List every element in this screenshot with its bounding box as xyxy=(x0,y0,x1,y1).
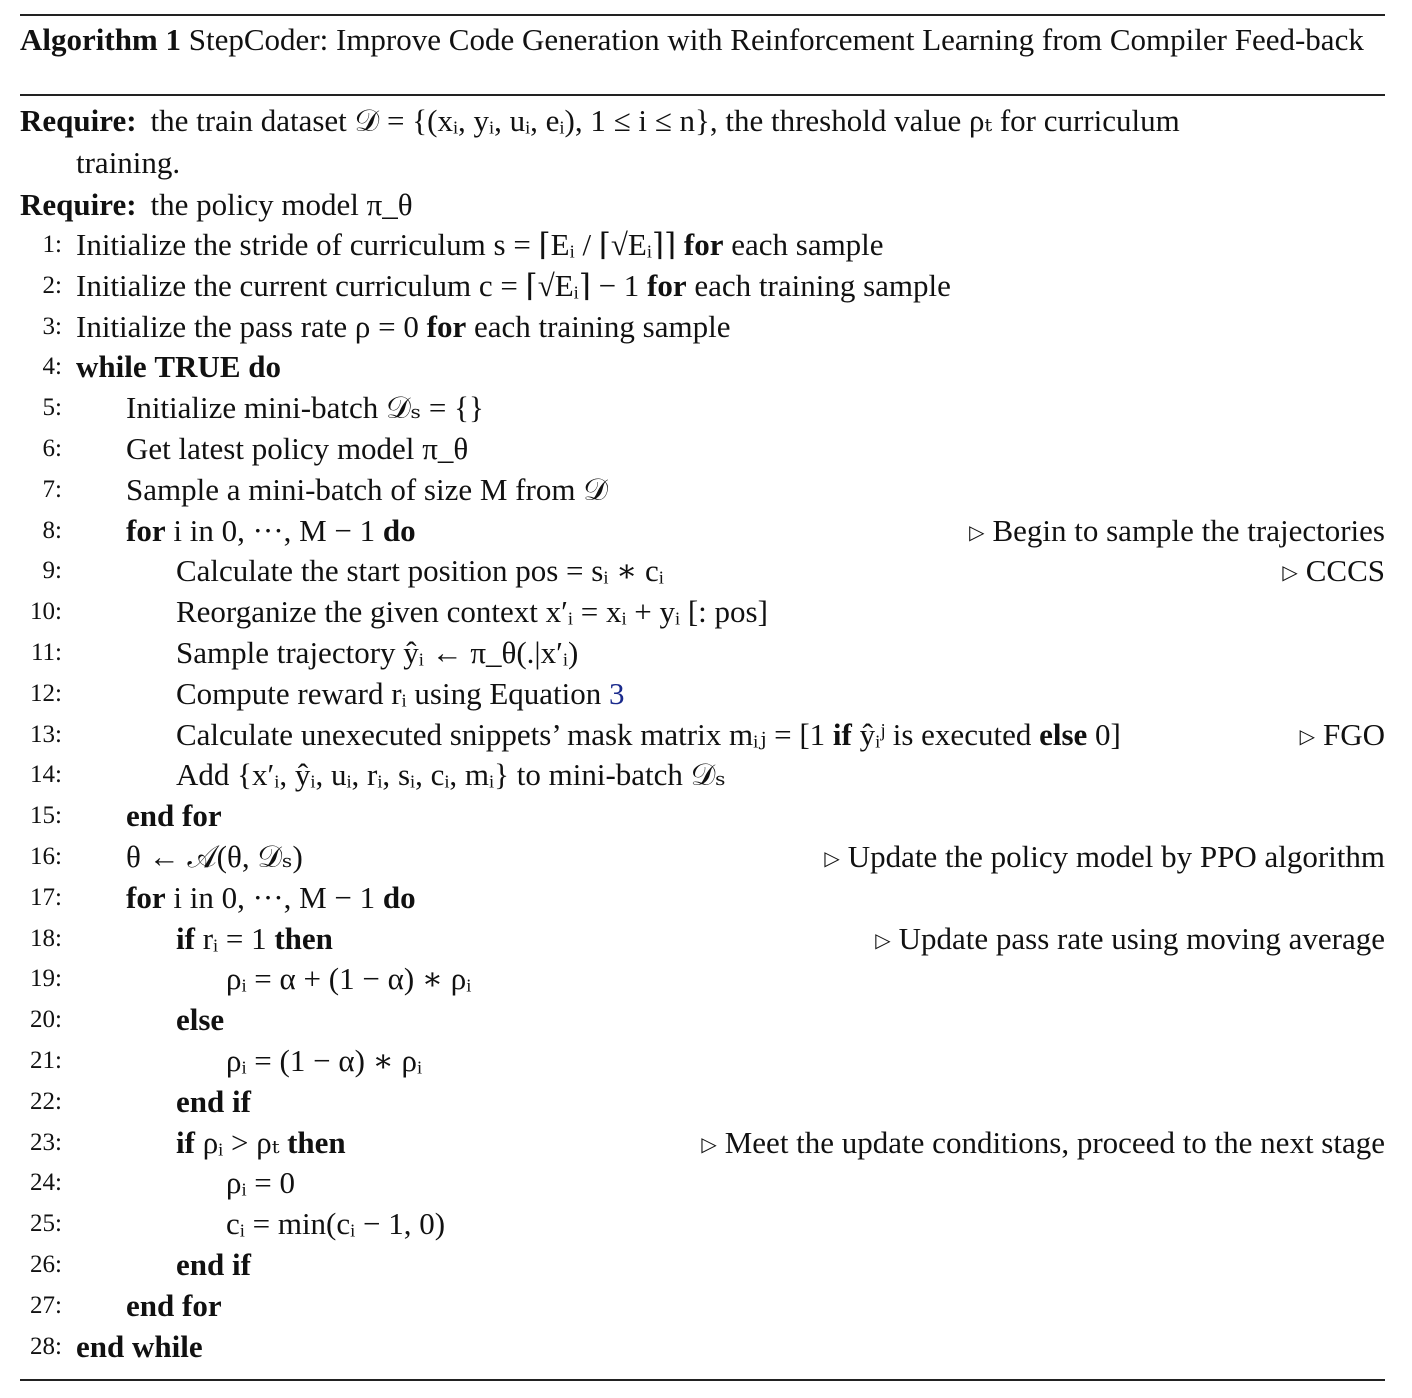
line-code xyxy=(176,632,578,673)
algorithm-line xyxy=(20,346,1385,387)
comment-triangle-icon: ▷ xyxy=(701,1133,717,1156)
algorithm-line xyxy=(20,1122,1385,1163)
line-number: 11: xyxy=(30,639,62,666)
line-code xyxy=(176,550,664,591)
comment-triangle-icon: ▷ xyxy=(1299,725,1315,748)
line-number: 5: xyxy=(42,394,62,422)
line-text: ρᵢ = (1 − α) ∗ ρᵢ xyxy=(226,1043,423,1078)
line-number: 23: xyxy=(30,1128,62,1156)
line-text: Add {x′ᵢ, ŷᵢ, uᵢ, rᵢ, sᵢ, cᵢ, mᵢ} to mini-batch 𝒟ₛ xyxy=(176,757,726,793)
line-code xyxy=(126,510,416,551)
line-number: 17: xyxy=(30,883,62,911)
line-code xyxy=(176,999,224,1040)
line-number: 3: xyxy=(42,312,62,340)
line-text: end while xyxy=(76,1328,203,1364)
algorithm-line xyxy=(20,1040,1385,1081)
line-code xyxy=(126,877,416,918)
line-code xyxy=(126,1285,222,1326)
require-text: the train dataset 𝒟 = {(xᵢ, yᵢ, uᵢ, eᵢ), 1 ≤ i ≤ n}, the threshold value ρₜ for curriculum xyxy=(150,103,1180,138)
line-number: 22: xyxy=(30,1087,62,1115)
comment-text: Update the policy model by PPO algorithm xyxy=(847,839,1385,874)
algorithm-line xyxy=(20,550,1385,591)
line-code xyxy=(76,306,730,347)
comment-triangle-icon: ▷ xyxy=(969,521,985,544)
line-code xyxy=(176,591,768,632)
algorithm-label: Algorithm 1 xyxy=(20,22,182,57)
line-code xyxy=(126,387,484,428)
line-code xyxy=(226,958,471,999)
algorithm-line xyxy=(20,469,1385,510)
algorithm-line xyxy=(20,999,1385,1040)
line-comment xyxy=(1300,714,1385,760)
line-number: 13: xyxy=(30,720,62,748)
comment-text: Meet the update conditions, proceed to the next stage xyxy=(724,1124,1385,1160)
algorithm-line xyxy=(20,510,1385,551)
line-text: for i in 0, ···, M − 1 do xyxy=(126,512,416,548)
line-code xyxy=(126,469,608,510)
comment-triangle-icon: ▷ xyxy=(824,848,840,870)
algorithm-line xyxy=(20,265,1385,306)
algorithm-line xyxy=(20,224,1385,265)
algorithm-line xyxy=(20,1203,1385,1244)
line-text: Initialize the current curriculum c = ⌈√Eᵢ⌉ − 1 for each training sample xyxy=(76,267,951,303)
caption-rule xyxy=(20,94,1385,96)
algorithm-line xyxy=(20,306,1385,347)
comment-text: FGO xyxy=(1322,716,1385,752)
line-code xyxy=(176,1122,346,1163)
algorithm-line xyxy=(20,795,1385,836)
line-number: 16: xyxy=(30,843,62,870)
line-text: if ρᵢ > ρₜ then xyxy=(176,1124,346,1160)
line-comment xyxy=(875,918,1385,964)
algorithm-line xyxy=(20,1081,1385,1122)
require-keyword: Require: xyxy=(20,187,137,222)
line-text: Compute reward rᵢ using Equation xyxy=(176,675,602,711)
line-number: 8: xyxy=(42,516,62,544)
line-text: end for xyxy=(126,798,222,834)
require-dataset xyxy=(20,100,1385,184)
line-number: 1: xyxy=(42,231,62,258)
algorithm-caption xyxy=(20,20,1385,60)
line-code xyxy=(76,1326,203,1367)
line-text: cᵢ = min(cᵢ − 1, 0) xyxy=(226,1206,446,1242)
line-code xyxy=(126,795,222,836)
line-number: 24: xyxy=(30,1169,62,1197)
line-number: 9: xyxy=(42,557,62,585)
line-code xyxy=(226,1203,445,1244)
comment-triangle-icon: ▷ xyxy=(1282,562,1298,585)
line-code xyxy=(176,754,726,795)
algorithm-line xyxy=(20,1244,1385,1285)
require-keyword: Require: xyxy=(20,103,137,138)
require-text: the policy model π_θ xyxy=(150,187,413,222)
line-code xyxy=(76,346,281,387)
line-text: Reorganize the given context x′ᵢ = xᵢ + yᵢ [: pos] xyxy=(176,594,768,630)
line-text: else xyxy=(176,1002,225,1038)
line-text: Calculate the start position pos = sᵢ ∗ cᵢ xyxy=(176,553,664,589)
algorithm-title: StepCoder: Improve Code Generation with Reinforcement Learning from Compiler Feed-back xyxy=(188,22,1364,57)
line-number: 10: xyxy=(30,598,62,626)
algorithm-line xyxy=(20,836,1385,877)
line-number: 2: xyxy=(42,271,62,299)
line-number: 19: xyxy=(30,965,62,993)
line-text: Get latest policy model π_θ xyxy=(126,431,469,466)
line-number: 12: xyxy=(30,679,62,707)
line-number: 27: xyxy=(30,1291,62,1319)
line-text: end if xyxy=(176,1247,251,1282)
line-number: 21: xyxy=(30,1047,62,1074)
top-rule xyxy=(20,14,1385,16)
line-number: 28: xyxy=(30,1332,62,1360)
line-comment xyxy=(1282,550,1385,596)
algorithm-line xyxy=(20,591,1385,632)
comment-text: Begin to sample the trajectories xyxy=(992,512,1385,548)
line-text: while TRUE do xyxy=(76,349,282,385)
comment-text: Update pass rate using moving average xyxy=(898,920,1385,956)
algorithm-line xyxy=(20,387,1385,428)
line-text: Initialize mini-batch 𝒟ₛ = {} xyxy=(126,390,484,426)
line-number: 25: xyxy=(30,1210,62,1238)
line-text: ρᵢ = 0 xyxy=(226,1165,296,1201)
line-code xyxy=(176,714,1121,755)
line-text: if rᵢ = 1 then xyxy=(176,920,333,956)
line-number: 4: xyxy=(42,353,62,381)
algorithm-line xyxy=(20,632,1385,673)
algorithm-line xyxy=(20,1326,1385,1367)
bottom-rule xyxy=(20,1379,1385,1381)
line-text: end if xyxy=(176,1083,251,1119)
line-number: 18: xyxy=(30,924,62,952)
algorithm-line xyxy=(20,1285,1385,1326)
algorithm-line xyxy=(20,714,1385,755)
line-text: Sample a mini-batch of size M from 𝒟 xyxy=(126,471,608,507)
algorithm-line xyxy=(20,918,1385,959)
algorithm-line xyxy=(20,1162,1385,1203)
line-text: end for xyxy=(126,1287,222,1323)
comment-text: CCCS xyxy=(1305,553,1385,589)
require-continuation: training. xyxy=(76,145,181,180)
comment-triangle-icon: ▷ xyxy=(875,929,891,952)
line-code xyxy=(176,1244,251,1285)
line-text: for i in 0, ···, M − 1 do xyxy=(126,879,416,915)
equation-reference-link[interactable]: 3 xyxy=(609,675,625,711)
line-number: 15: xyxy=(30,802,62,830)
algorithm-line xyxy=(20,958,1385,999)
line-code xyxy=(226,1040,422,1081)
line-text: Sample trajectory ŷᵢ ← π_θ(.|x′ᵢ) xyxy=(176,635,579,670)
line-number: 20: xyxy=(30,1006,62,1034)
line-text: θ ← 𝒜(θ, 𝒟ₛ) xyxy=(126,839,303,874)
line-number: 14: xyxy=(30,761,62,789)
algorithm-line xyxy=(20,428,1385,469)
line-comment xyxy=(824,836,1385,882)
line-code xyxy=(76,265,951,306)
line-comment xyxy=(969,510,1385,556)
line-code xyxy=(226,1162,295,1203)
line-text: Calculate unexecuted snippets’ mask matrix mᵢⱼ = [1 if ŷᵢʲ is executed else 0] xyxy=(176,716,1121,752)
line-code xyxy=(126,836,303,877)
line-text: ρᵢ = α + (1 − α) ∗ ρᵢ xyxy=(226,961,472,997)
line-text: Initialize the stride of curriculum s = ⌈Eᵢ / ⌈√Eᵢ⌉⌉ for each sample xyxy=(76,227,884,262)
line-code xyxy=(176,918,333,959)
algorithm-line xyxy=(20,673,1385,714)
line-code xyxy=(126,428,468,469)
line-code xyxy=(176,1081,251,1122)
algorithm-line xyxy=(20,754,1385,795)
line-number: 7: xyxy=(42,475,62,503)
algorithm-line xyxy=(20,877,1385,918)
require-policy xyxy=(20,184,1385,226)
line-comment xyxy=(701,1122,1385,1168)
line-code xyxy=(176,673,625,714)
line-number: 6: xyxy=(42,435,62,462)
line-text: Initialize the pass rate ρ = 0 for each training sample xyxy=(76,308,731,344)
line-code xyxy=(76,224,884,265)
line-number: 26: xyxy=(30,1251,62,1278)
